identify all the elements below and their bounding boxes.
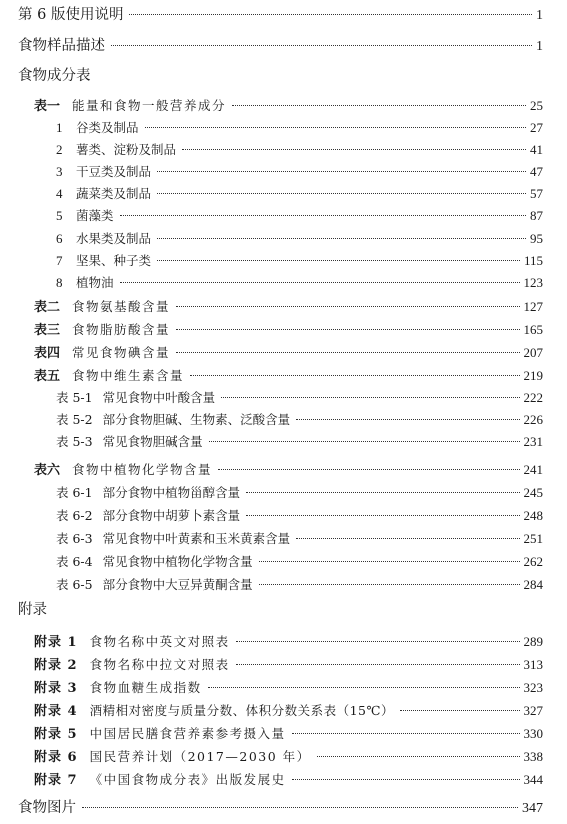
toc-entry-page: 25 <box>530 98 543 113</box>
dot-leader <box>232 105 526 106</box>
toc-entry-title: 第 6 版使用说明 <box>18 7 124 23</box>
toc-entry-table-5[interactable] <box>34 366 543 386</box>
toc-entry-page: 165 <box>523 322 543 337</box>
dot-leader <box>157 171 526 172</box>
toc-entry-page: 248 <box>523 508 543 523</box>
toc-entry-page: 338 <box>523 749 543 764</box>
dot-leader <box>176 329 519 330</box>
category-number: 2 <box>56 142 63 157</box>
table-title: 食物脂肪酸含量 <box>72 322 171 337</box>
subtable-name: 常见食物胆碱含量 <box>102 434 203 449</box>
subtable-name: 部分食物中大豆异黄酮含量 <box>102 577 253 592</box>
toc-entry-page: 41 <box>530 142 543 157</box>
category-name: 植物油 <box>76 275 114 290</box>
subtable-label: 表 5-3 <box>56 434 93 449</box>
dot-leader <box>111 45 532 46</box>
dot-leader <box>259 561 520 562</box>
dot-leader <box>120 282 520 283</box>
subtable-name: 部分食物中植物甾醇含量 <box>102 485 241 500</box>
category-name: 谷类及制品 <box>76 120 139 135</box>
toc-entry-title: 食物图片 <box>18 800 76 816</box>
toc-entry-page: 115 <box>523 253 543 268</box>
dot-leader <box>296 419 519 420</box>
toc-entry-category[interactable] <box>56 184 543 204</box>
category-name: 蔬菜类及制品 <box>76 186 152 201</box>
appendix-name: 食物血糖生成指数 <box>89 680 202 695</box>
subtable-name: 部分食物胆碱、生物素、泛酸含量 <box>102 412 291 427</box>
toc-entry-sample-description[interactable] <box>18 36 543 56</box>
toc-entry-category[interactable] <box>56 273 543 293</box>
toc-entry-page: 127 <box>523 299 543 314</box>
toc-entry-page: 222 <box>523 390 543 405</box>
toc-entry-page: 207 <box>523 345 543 360</box>
dot-leader <box>176 306 519 307</box>
toc-entry-page: 27 <box>530 120 543 135</box>
subtable-label: 表 6-1 <box>56 485 93 500</box>
toc-entry-page: 284 <box>523 577 543 592</box>
subtable-name: 常见食物中叶黄素和玉米黄素含量 <box>102 531 291 546</box>
appendix-name: 国民营养计划（2017—2030 年） <box>89 749 311 764</box>
table-label: 表三 <box>34 323 61 338</box>
section-heading-composition-tables: 食物成分表 <box>18 68 91 84</box>
dot-leader <box>208 687 520 688</box>
dot-leader <box>190 375 519 376</box>
toc-entry-subtable[interactable] <box>56 552 543 572</box>
dot-leader <box>246 515 519 516</box>
table-label: 表四 <box>34 346 61 361</box>
toc-entry-page: 323 <box>523 680 543 695</box>
dot-leader <box>218 469 519 470</box>
toc-entry-subtable[interactable] <box>56 529 543 549</box>
subtable-name: 部分食物中胡萝卜素含量 <box>102 508 241 523</box>
appendix-name: 《中国食物成分表》出版发展史 <box>89 772 286 787</box>
toc-entry-page: 87 <box>530 208 543 223</box>
toc-entry-page: 47 <box>530 164 543 179</box>
table-title: 能量和食物一般营养成分 <box>72 98 227 113</box>
subtable-label: 表 5-2 <box>56 412 93 427</box>
toc-entry-appendix[interactable] <box>34 770 543 790</box>
toc-entry-page: 313 <box>523 657 543 672</box>
category-name: 薯类、淀粉及制品 <box>76 142 177 157</box>
dot-leader <box>292 733 520 734</box>
table-label: 表五 <box>34 369 61 384</box>
toc-entry-category[interactable] <box>56 140 543 160</box>
toc-entry-page: 344 <box>523 772 543 787</box>
toc-entry-subtable[interactable] <box>56 575 543 595</box>
table-title: 食物中植物化学物含量 <box>72 462 213 477</box>
dot-leader <box>236 641 520 642</box>
subtable-name: 常见食物中叶酸含量 <box>102 390 216 405</box>
appendix-label: 附录 2 <box>34 658 78 673</box>
toc-entry-page: 57 <box>530 186 543 201</box>
category-number: 4 <box>56 186 63 201</box>
toc-entry-appendix[interactable] <box>34 678 543 698</box>
dot-leader <box>82 807 518 808</box>
toc-entry-title: 食物样品描述 <box>18 38 105 54</box>
toc-entry-appendix[interactable] <box>34 724 543 744</box>
appendix-label: 附录 3 <box>34 681 78 696</box>
dot-leader <box>246 492 519 493</box>
table-title: 食物氨基酸含量 <box>72 299 171 314</box>
subtable-label: 表 6-4 <box>56 554 93 569</box>
category-name: 水果类及制品 <box>76 231 152 246</box>
dot-leader <box>176 352 519 353</box>
toc-entry-appendix[interactable] <box>34 747 543 767</box>
toc-entry-subtable[interactable] <box>56 388 543 408</box>
dot-leader <box>129 14 532 15</box>
dot-leader <box>120 215 526 216</box>
toc-entry-page: 330 <box>523 726 543 741</box>
toc-entry-page: 1 <box>536 39 543 54</box>
category-number: 7 <box>56 253 63 268</box>
dot-leader <box>209 441 520 442</box>
toc-entry-table-4[interactable] <box>34 343 543 363</box>
toc-entry-subtable[interactable] <box>56 506 543 526</box>
dot-leader <box>259 584 520 585</box>
appendix-name: 中国居民膳食营养素参考摄入量 <box>89 726 286 741</box>
dot-leader <box>236 664 520 665</box>
dot-leader <box>221 397 519 398</box>
dot-leader <box>157 238 526 239</box>
toc-entry-page: 219 <box>523 368 543 383</box>
toc-entry-page: 347 <box>522 801 543 816</box>
table-title: 食物中维生素含量 <box>72 368 185 383</box>
appendix-name: 酒精相对密度与质量分数、体积分数关系表（15℃） <box>89 703 394 718</box>
toc-entry-page: 1 <box>536 8 543 23</box>
category-name: 菌藻类 <box>76 208 114 223</box>
toc-entry-subtable[interactable] <box>56 483 543 503</box>
section-heading-appendix: 附录 <box>18 602 47 618</box>
dot-leader <box>400 710 520 711</box>
toc-entry-page: 289 <box>523 634 543 649</box>
dot-leader <box>157 260 520 261</box>
dot-leader <box>296 538 519 539</box>
appendix-label: 附录 7 <box>34 773 78 788</box>
toc-entry-page: 262 <box>523 554 543 569</box>
dot-leader <box>182 149 526 150</box>
toc-entry-page: 231 <box>523 434 543 449</box>
toc-entry-page: 95 <box>530 231 543 246</box>
subtable-label: 表 6-2 <box>56 508 93 523</box>
toc-entry-category[interactable] <box>56 206 543 226</box>
category-number: 5 <box>56 208 63 223</box>
toc-entry-table-1[interactable] <box>34 96 543 116</box>
toc-entry-page: 251 <box>523 531 543 546</box>
toc-entry-page: 226 <box>523 412 543 427</box>
table-title: 常见食物碘含量 <box>72 345 171 360</box>
table-label: 表二 <box>34 300 61 315</box>
toc-entry-category[interactable] <box>56 229 543 249</box>
subtable-label: 表 5-1 <box>56 390 93 405</box>
toc-entry-category[interactable] <box>56 251 543 271</box>
subtable-name: 常见食物中植物化学物含量 <box>102 554 253 569</box>
appendix-name: 食物名称中拉文对照表 <box>89 657 230 672</box>
table-label: 表六 <box>34 463 61 478</box>
toc-entry-table-2[interactable] <box>34 297 543 317</box>
dot-leader <box>317 756 520 757</box>
toc-entry-subtable[interactable] <box>56 432 543 452</box>
category-name: 干豆类及制品 <box>76 164 152 179</box>
category-number: 1 <box>56 120 63 135</box>
dot-leader <box>145 127 526 128</box>
toc-entry-page: 123 <box>523 275 543 290</box>
category-number: 8 <box>56 275 63 290</box>
table-label: 表一 <box>34 99 61 114</box>
toc-entry-category[interactable] <box>56 162 543 182</box>
toc-entry-food-pictures[interactable] <box>18 798 543 818</box>
toc-entry-usage-notes[interactable] <box>18 5 543 25</box>
category-number: 6 <box>56 231 63 246</box>
toc-entry-table-3[interactable] <box>34 320 543 340</box>
appendix-label: 附录 1 <box>34 635 78 650</box>
dot-leader <box>292 779 520 780</box>
toc-entry-category[interactable] <box>56 118 543 138</box>
category-number: 3 <box>56 164 63 179</box>
toc-entry-page: 245 <box>523 485 543 500</box>
toc-entry-appendix[interactable] <box>34 655 543 675</box>
subtable-label: 表 6-5 <box>56 577 93 592</box>
toc-entry-appendix[interactable] <box>34 701 543 721</box>
appendix-label: 附录 4 <box>34 704 78 719</box>
dot-leader <box>157 193 526 194</box>
appendix-name: 食物名称中英文对照表 <box>89 634 230 649</box>
category-name: 坚果、种子类 <box>76 253 152 268</box>
subtable-label: 表 6-3 <box>56 531 93 546</box>
toc-entry-appendix[interactable] <box>34 632 543 652</box>
toc-entry-page: 241 <box>523 462 543 477</box>
toc-entry-subtable[interactable] <box>56 410 543 430</box>
toc-entry-page: 327 <box>523 703 543 718</box>
appendix-label: 附录 5 <box>34 727 78 742</box>
toc-entry-table-6[interactable] <box>34 460 543 480</box>
appendix-label: 附录 6 <box>34 750 78 765</box>
